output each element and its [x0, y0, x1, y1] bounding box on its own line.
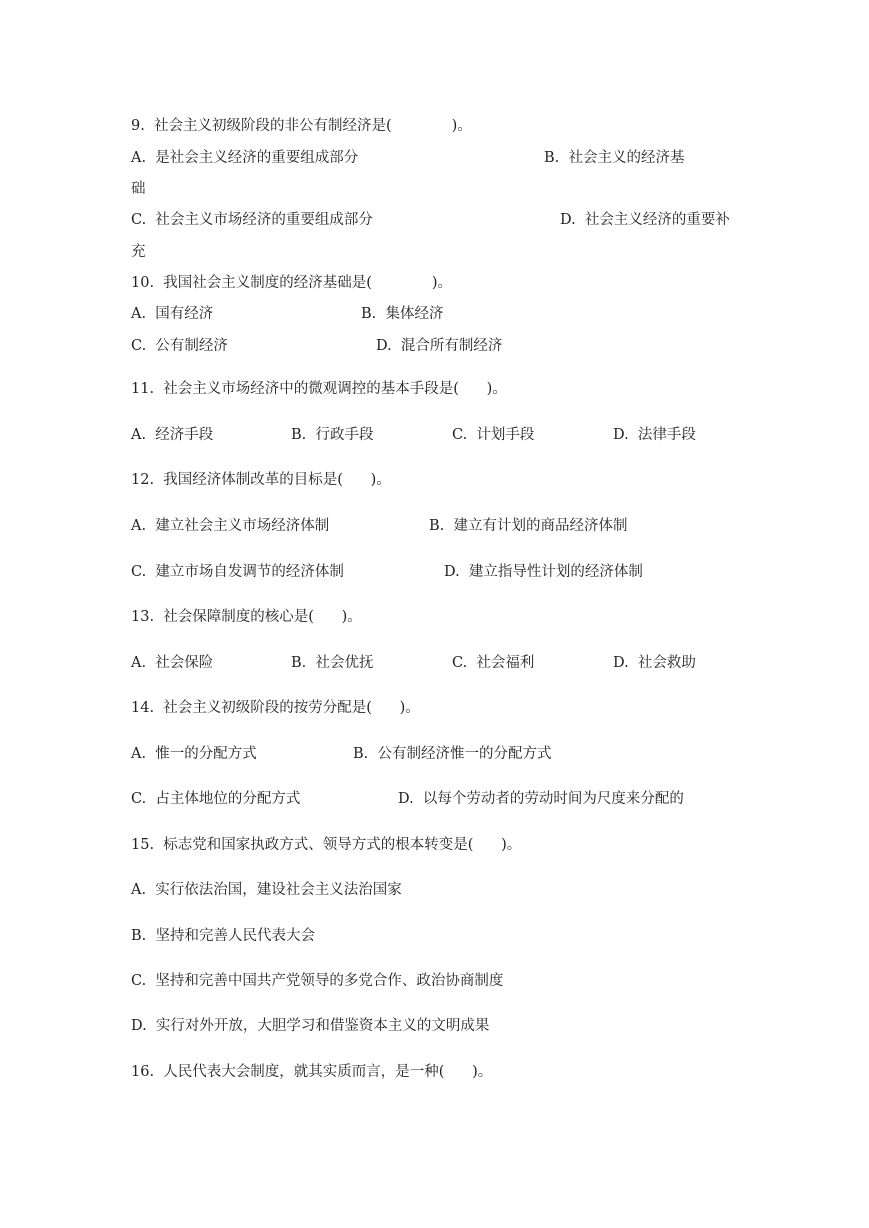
question-12-option-b: B. 建立有计划的商品经济体制: [429, 518, 628, 534]
question-9-option-a: A. 是社会主义经济的重要组成部分: [131, 150, 359, 166]
question-12-option-d: D. 建立指导性计划的经济体制: [444, 564, 643, 580]
question-9-stem: 9. 社会主义初级阶段的非公有制经济是( )。: [131, 118, 472, 134]
question-9-option-b: B. 社会主义的经济基: [544, 150, 685, 166]
question-10-option-d: D. 混合所有制经济: [376, 338, 503, 354]
question-10-option-a: A. 国有经济: [131, 306, 214, 322]
question-13-option-b: B. 社会优抚: [291, 655, 374, 671]
question-12-stem: 12. 我国经济体制改革的目标是( )。: [131, 472, 391, 488]
question-15-option-c: C. 坚持和完善中国共产党领导的多党合作、政治协商制度: [131, 973, 504, 989]
question-10-option-c: C. 公有制经济: [131, 338, 228, 354]
question-9-option-d-wrap: 充: [131, 244, 146, 260]
question-13-option-c: C. 社会福利: [452, 655, 535, 671]
question-14-option-b: B. 公有制经济惟一的分配方式: [353, 746, 552, 762]
question-16-stem: 16. 人民代表大会制度，就其实质而言，是一种( )。: [131, 1064, 493, 1080]
question-9-option-d: D. 社会主义经济的重要补: [560, 212, 730, 228]
question-13-option-a: A. 社会保险: [131, 655, 214, 671]
question-12-option-a: A. 建立社会主义市场经济体制: [131, 518, 330, 534]
question-14-option-d: D. 以每个劳动者的劳动时间为尺度来分配的: [398, 791, 684, 807]
question-11-stem: 11. 社会主义市场经济中的微观调控的基本手段是( )。: [131, 381, 507, 397]
question-14-stem: 14. 社会主义初级阶段的按劳分配是( )。: [131, 700, 420, 716]
question-15-option-d: D. 实行对外开放，大胆学习和借鉴资本主义的文明成果: [131, 1018, 490, 1034]
question-10-option-b: B. 集体经济: [361, 306, 444, 322]
question-9-option-b-wrap: 础: [131, 181, 146, 197]
question-13-stem: 13. 社会保障制度的核心是( )。: [131, 609, 362, 625]
question-10-stem: 10. 我国社会主义制度的经济基础是( )。: [131, 275, 453, 291]
question-11-option-a: A. 经济手段: [131, 427, 214, 443]
question-11-option-c: C. 计划手段: [452, 427, 535, 443]
question-14-option-a: A. 惟一的分配方式: [131, 746, 257, 762]
question-15-option-a: A. 实行依法治国，建设社会主义法治国家: [131, 882, 402, 898]
question-12-option-c: C. 建立市场自发调节的经济体制: [131, 564, 344, 580]
question-14-option-c: C. 占主体地位的分配方式: [131, 791, 301, 807]
question-15-stem: 15. 标志党和国家执政方式、领导方式的根本转变是( )。: [131, 837, 522, 853]
question-9-option-c: C. 社会主义市场经济的重要组成部分: [131, 212, 373, 228]
question-11-option-d: D. 法律手段: [613, 427, 696, 443]
question-15-option-b: B. 坚持和完善人民代表大会: [131, 928, 315, 944]
question-11-option-b: B. 行政手段: [291, 427, 374, 443]
question-13-option-d: D. 社会救助: [613, 655, 696, 671]
